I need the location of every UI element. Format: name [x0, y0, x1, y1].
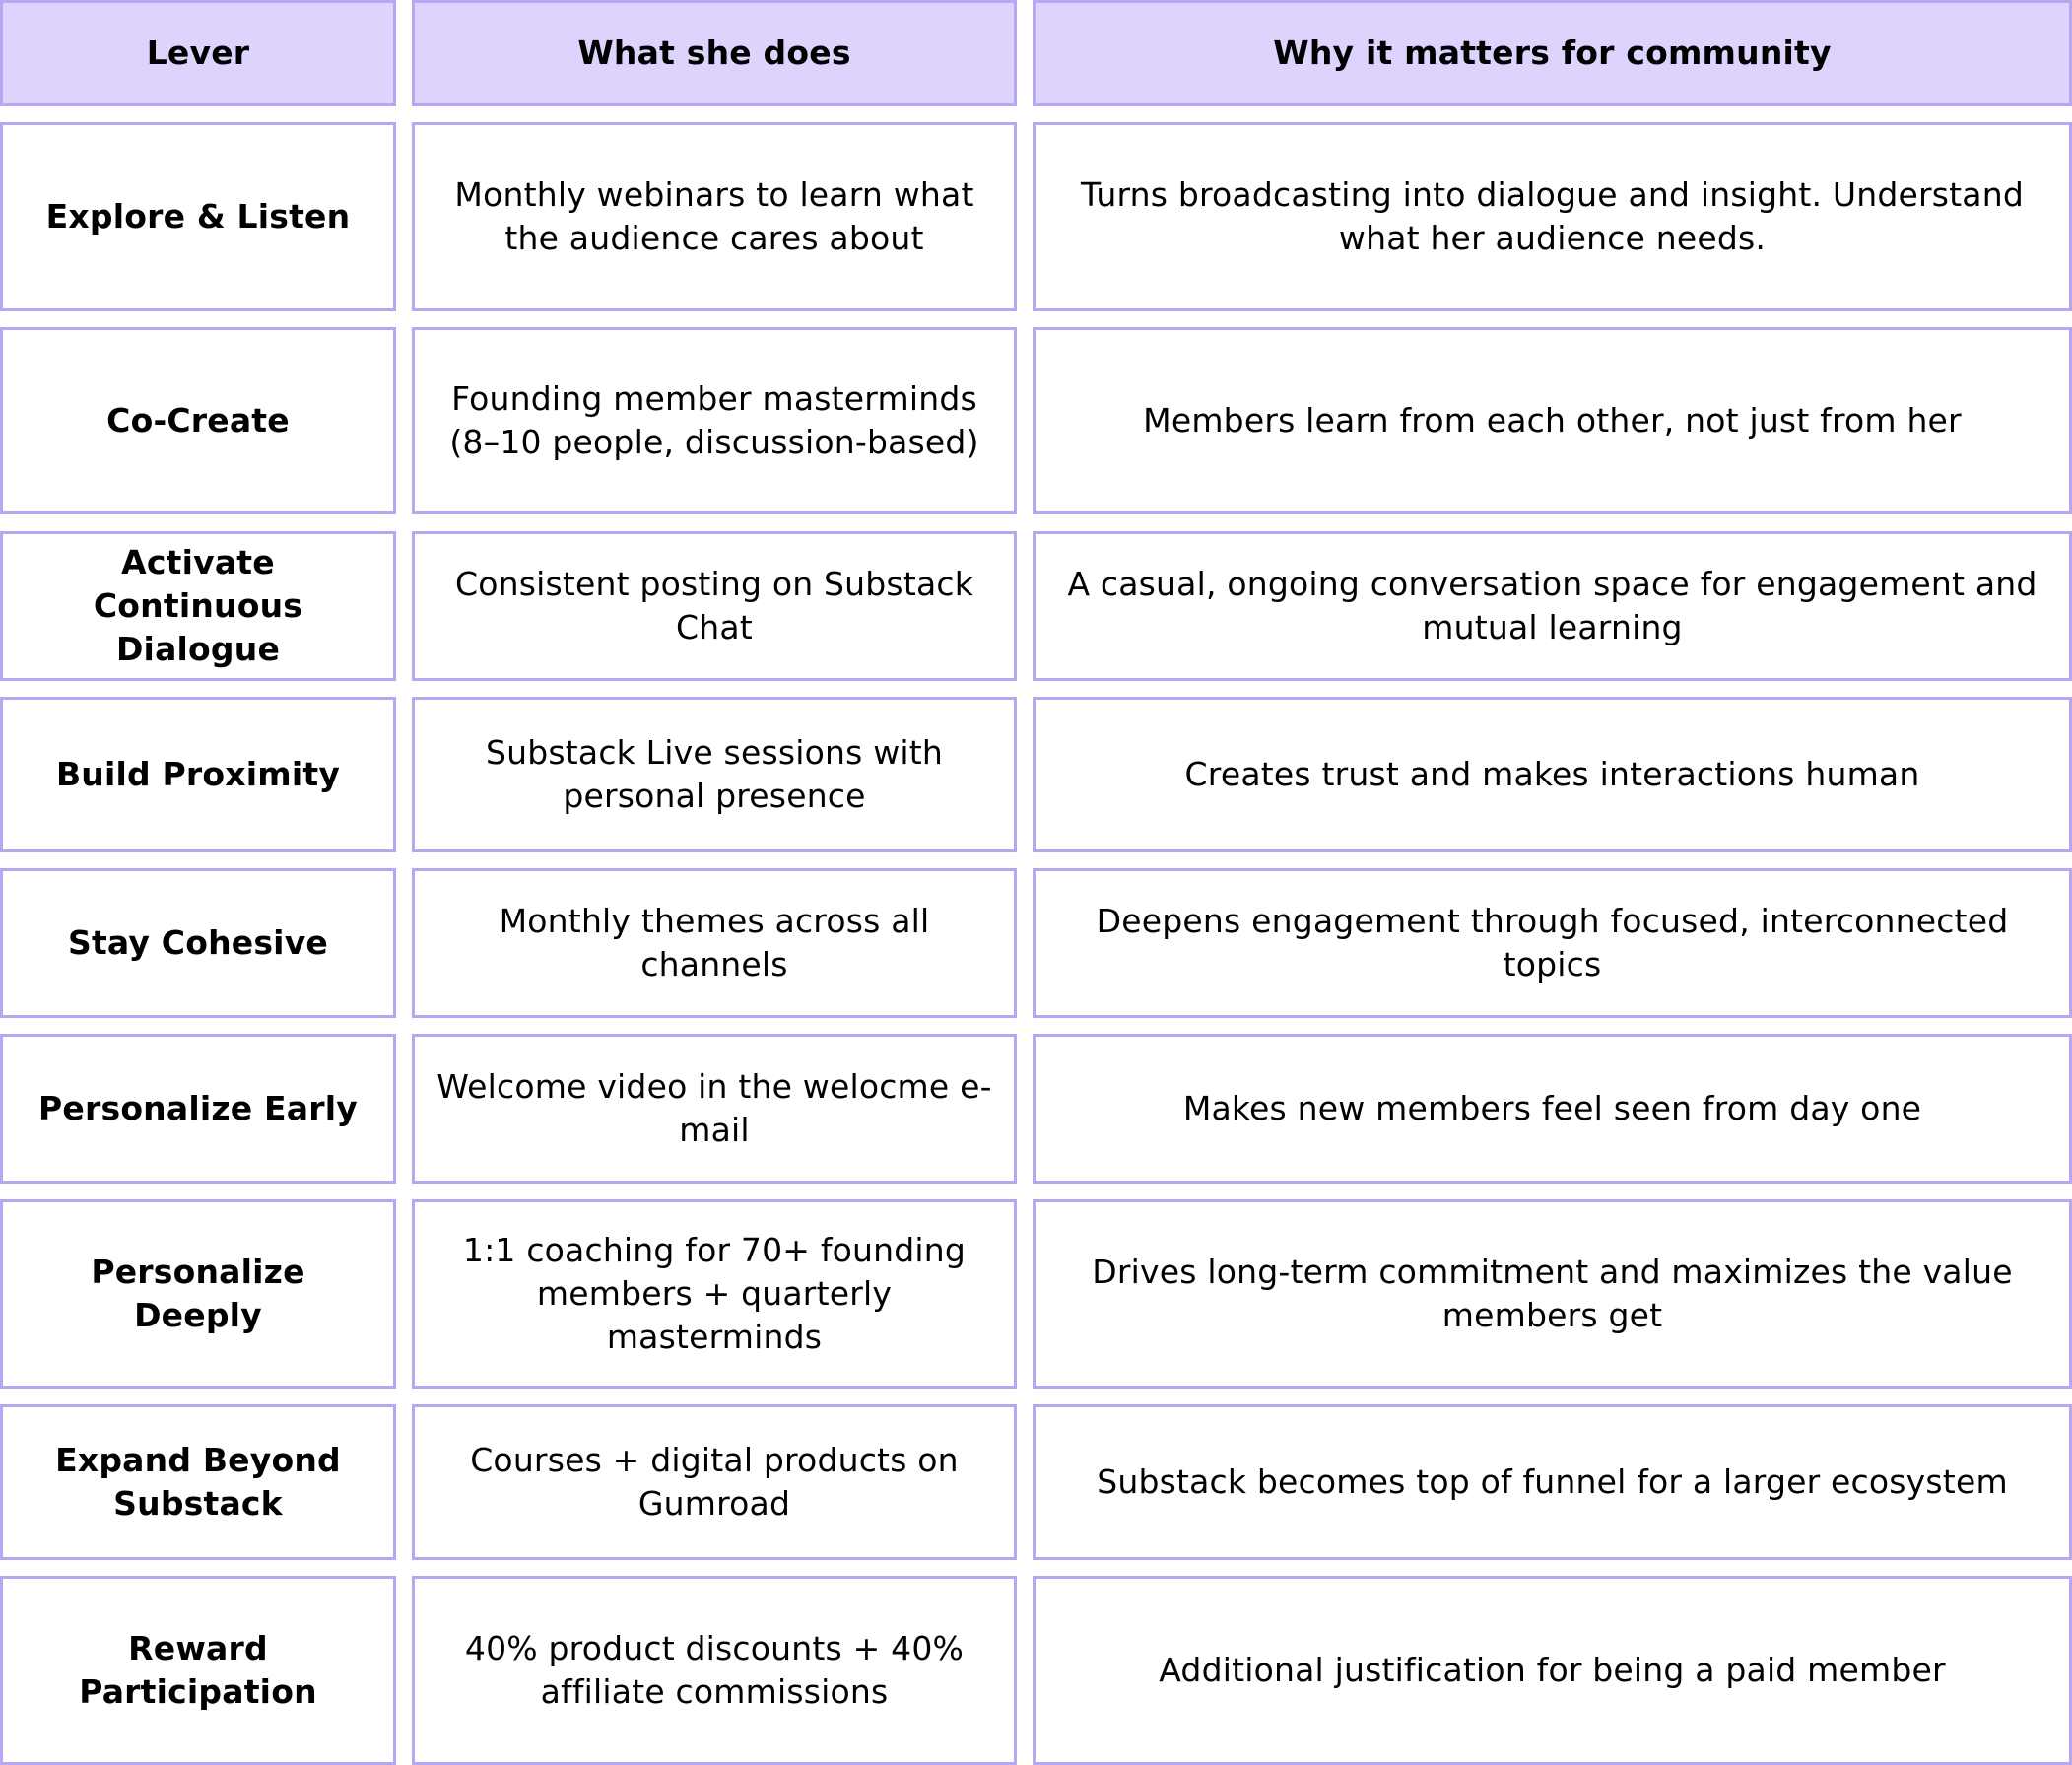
table-row-why: Substack becomes top of funnel for a larger ecosystem: [1033, 1404, 2072, 1560]
table-row-why: Deepens engagement through focused, interconnected topics: [1033, 868, 2072, 1018]
header-what-she-does: What she does: [412, 0, 1017, 106]
table-row-action: 1:1 coaching for 70+ founding members + quarterly masterminds: [412, 1199, 1017, 1389]
table-row-action: Substack Live sessions with personal presence: [412, 697, 1017, 852]
table-row-action: Consistent posting on Substack Chat: [412, 531, 1017, 681]
header-why-it-matters: Why it matters for community: [1033, 0, 2072, 106]
table-row-lever: Co-Create: [0, 327, 396, 514]
table-row-action: Founding member masterminds (8–10 people, discussion-based): [412, 327, 1017, 514]
table-row-lever: Activate Continuous Dialogue: [0, 531, 396, 681]
table-row-lever: Personalize Deeply: [0, 1199, 396, 1389]
table-row-action: Welcome video in the welocme e-mail: [412, 1034, 1017, 1184]
table-row-lever: Stay Cohesive: [0, 868, 396, 1018]
table-row-why: A casual, ongoing conversation space for engagement and mutual learning: [1033, 531, 2072, 681]
table-row-why: Creates trust and makes interactions human: [1033, 697, 2072, 852]
table-row-action: 40% product discounts + 40% affiliate commissions: [412, 1576, 1017, 1765]
table-row-lever: Build Proximity: [0, 697, 396, 852]
table-row-action: Monthly themes across all channels: [412, 868, 1017, 1018]
table-row-why: Makes new members feel seen from day one: [1033, 1034, 2072, 1184]
table-row-why: Additional justification for being a paid member: [1033, 1576, 2072, 1765]
table-row-lever: Expand Beyond Substack: [0, 1404, 396, 1560]
header-lever: Lever: [0, 0, 396, 106]
table-row-action: Courses + digital products on Gumroad: [412, 1404, 1017, 1560]
table-row-why: Drives long-term commitment and maximizes the value members get: [1033, 1199, 2072, 1389]
table-row-lever: Explore & Listen: [0, 122, 396, 311]
table-row-why: Members learn from each other, not just from her: [1033, 327, 2072, 514]
table-row-why: Turns broadcasting into dialogue and insight. Understand what her audience needs.: [1033, 122, 2072, 311]
table-row-action: Monthly webinars to learn what the audience cares about: [412, 122, 1017, 311]
table-row-lever: Reward Participation: [0, 1576, 396, 1765]
table-row-lever: Personalize Early: [0, 1034, 396, 1184]
